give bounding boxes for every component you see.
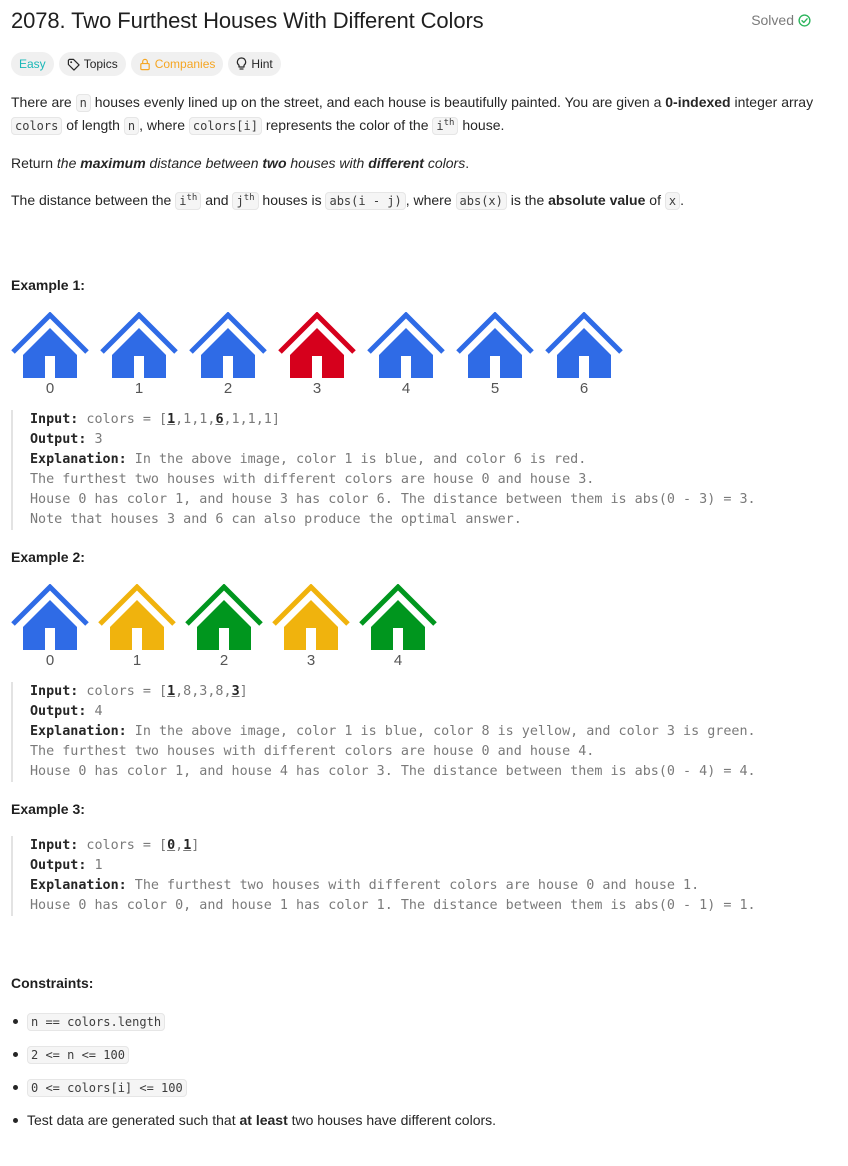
house-index-label: 2 [223, 380, 233, 397]
input-part: , [175, 838, 184, 853]
explanation-line: The furthest two houses with different colors are house 0 and house 3. [30, 472, 595, 487]
example-3-block [11, 836, 837, 916]
house [98, 584, 176, 676]
house-icon [456, 312, 534, 378]
output-value: 4 [86, 704, 103, 719]
house-index-label: 0 [45, 652, 55, 669]
input-part: ,1,1, [175, 412, 216, 427]
house [11, 584, 89, 676]
input-part: ,8,3,8, [175, 684, 232, 699]
input-label: Input: [30, 412, 79, 427]
example-1-title: Example 1: [11, 277, 85, 293]
inline-code [232, 192, 258, 210]
title-row [11, 0, 837, 44]
house [189, 312, 267, 404]
input-highlight: 1 [167, 684, 176, 699]
constraint-item [11, 1043, 837, 1065]
house-icon [272, 584, 350, 650]
text: . [465, 155, 470, 171]
text: is the [506, 192, 549, 208]
text: , where [405, 192, 456, 208]
house [11, 312, 89, 404]
house-index-label: 0 [45, 380, 55, 397]
inline-code: 0 <= colors[i] <= 100 [27, 1079, 187, 1097]
solved-status [751, 12, 811, 28]
description-paragraph-3 [11, 189, 837, 212]
explanation-line: The furthest two houses with different colors are house 0 and house 4. [30, 744, 595, 759]
constraints-title: Constraints: [11, 975, 94, 991]
input-part: ,1,1,1 [223, 412, 272, 427]
output-label: Output: [30, 858, 87, 873]
text: Return [11, 155, 57, 171]
bold-text: 0-indexed [665, 94, 731, 110]
house-icon [11, 584, 89, 650]
house-icon [278, 312, 356, 378]
bold-italic-text: two [262, 155, 287, 171]
house [100, 312, 178, 404]
input-prefix: colors = [ [78, 838, 168, 853]
inline-code: abs(x) [456, 192, 507, 210]
inline-code: n [124, 117, 139, 135]
bold-italic-text: maximum [80, 155, 146, 171]
explanation-line: The furthest two houses with different colors are house 0 and house 1. [126, 878, 700, 893]
example-2-houses [11, 584, 837, 676]
example-2-block [11, 682, 837, 782]
house-index-label: 3 [306, 652, 316, 669]
house-index-label: 4 [393, 652, 403, 669]
text: and [201, 192, 233, 208]
constraint-item [11, 1076, 837, 1098]
text: of length [62, 117, 124, 133]
house-index-label: 1 [134, 380, 144, 397]
input-highlight: 1 [167, 412, 176, 427]
check-circle-icon [798, 14, 811, 27]
house-index-label: 4 [401, 380, 411, 397]
code-text: i [179, 194, 187, 208]
text: house. [458, 117, 505, 133]
house-icon [185, 584, 263, 650]
input-highlight: 6 [215, 412, 224, 427]
constraint-item [11, 1010, 837, 1032]
input-highlight: 1 [183, 838, 192, 853]
text: There are [11, 94, 76, 110]
explanation-line: In the above image, color 1 is blue, and color 6 is red. [126, 452, 587, 467]
inline-code [175, 192, 201, 210]
tag-icon [67, 58, 80, 71]
house [185, 584, 263, 676]
inline-code: colors [11, 117, 62, 135]
house-icon [359, 584, 437, 650]
constraint-item [11, 1109, 837, 1131]
inline-code: x [665, 192, 680, 210]
difficulty-label: Easy [19, 57, 46, 71]
example-1-houses [11, 312, 837, 404]
explanation-line: House 0 has color 0, and house 1 has color 1. The distance between them is abs(0 - 1) = 1. [30, 898, 756, 913]
input-prefix: colors = [ [78, 412, 168, 427]
italic-text: houses with [286, 155, 369, 171]
house-index-label: 3 [312, 380, 322, 397]
house-icon [367, 312, 445, 378]
italic-text: distance between [145, 155, 263, 171]
lock-icon [139, 58, 151, 71]
inline-code: n [76, 94, 91, 112]
text: houses is [258, 192, 326, 208]
hint-label: Hint [251, 57, 273, 71]
house-index-label: 1 [132, 652, 142, 669]
output-label: Output: [30, 432, 87, 447]
text: . [680, 192, 684, 208]
example-1-block [11, 410, 837, 530]
explanation-line: House 0 has color 1, and house 4 has color 3. The distance between them is abs(0 - 4) = 4. [30, 764, 756, 779]
house-icon [100, 312, 178, 378]
house [278, 312, 356, 404]
companies-label: Companies [154, 57, 216, 71]
bold-text: at least [239, 1112, 288, 1128]
house [456, 312, 534, 404]
text: The distance between the [11, 192, 176, 208]
explanation-label: Explanation: [30, 452, 127, 467]
input-prefix: colors = [ [78, 684, 168, 699]
explanation-line: House 0 has color 1, and house 3 has color 6. The distance between them is abs(0 - 3) = 3. [30, 492, 756, 507]
italic-text: colors [423, 155, 466, 171]
house [359, 584, 437, 676]
code-text: j [236, 194, 244, 208]
input-suffix: ] [239, 684, 248, 699]
input-suffix: ] [271, 412, 280, 427]
problem-title: 2078. Two Furthest Houses With Different Colors [11, 8, 484, 33]
text: represents the color of the [261, 117, 433, 133]
text: of [645, 192, 665, 208]
inline-code: abs(i - j) [325, 192, 405, 210]
solved-label: Solved [751, 12, 794, 28]
constraints-list [11, 1010, 837, 1131]
text: two houses have different colors. [287, 1112, 497, 1128]
explanation-line: Note that houses 3 and 6 can also produce the optimal answer. [30, 512, 522, 527]
house-index-label: 2 [219, 652, 229, 669]
input-label: Input: [30, 684, 79, 699]
hint-button[interactable] [228, 52, 280, 76]
inline-code: 2 <= n <= 100 [27, 1046, 129, 1064]
companies-button[interactable] [131, 52, 224, 76]
text: integer array [730, 94, 814, 110]
text: , where [139, 117, 189, 133]
example-3-title: Example 3: [11, 801, 85, 817]
inline-code [432, 117, 458, 135]
house-icon [189, 312, 267, 378]
bold-text: absolute value [548, 192, 646, 208]
chip-row [11, 52, 837, 76]
topics-button[interactable] [59, 52, 126, 76]
difficulty-badge [11, 52, 54, 76]
house [545, 312, 623, 404]
bold-italic-text: different [368, 155, 424, 171]
house-index-label: 5 [490, 380, 500, 397]
superscript: th [443, 118, 455, 128]
input-highlight: 0 [167, 838, 176, 853]
topics-label: Topics [83, 57, 118, 71]
text: houses evenly lined up on the street, and each house is beautifully painted. You are given a [90, 94, 666, 110]
output-value: 3 [86, 432, 103, 447]
house-icon [545, 312, 623, 378]
inline-code: colors[i] [189, 117, 262, 135]
description-paragraph-2 [11, 152, 837, 174]
house-icon [98, 584, 176, 650]
house [367, 312, 445, 404]
house [272, 584, 350, 676]
house-index-label: 6 [579, 380, 589, 397]
lightbulb-icon [236, 57, 247, 71]
example-2-title: Example 2: [11, 549, 85, 565]
code-text: i [436, 119, 444, 133]
output-label: Output: [30, 704, 87, 719]
italic-text: the [56, 155, 81, 171]
text: Test data are generated such that [27, 1112, 240, 1128]
explanation-line: In the above image, color 1 is blue, color 8 is yellow, and color 3 is green. [126, 724, 756, 739]
input-highlight: 3 [231, 684, 240, 699]
explanation-label: Explanation: [30, 724, 127, 739]
superscript: th [186, 193, 198, 203]
input-suffix: ] [191, 838, 200, 853]
superscript: th [243, 193, 255, 203]
description-paragraph-1 [11, 91, 837, 137]
explanation-label: Explanation: [30, 878, 127, 893]
output-value: 1 [86, 858, 103, 873]
house-icon [11, 312, 89, 378]
inline-code: n == colors.length [27, 1013, 165, 1031]
input-label: Input: [30, 838, 79, 853]
